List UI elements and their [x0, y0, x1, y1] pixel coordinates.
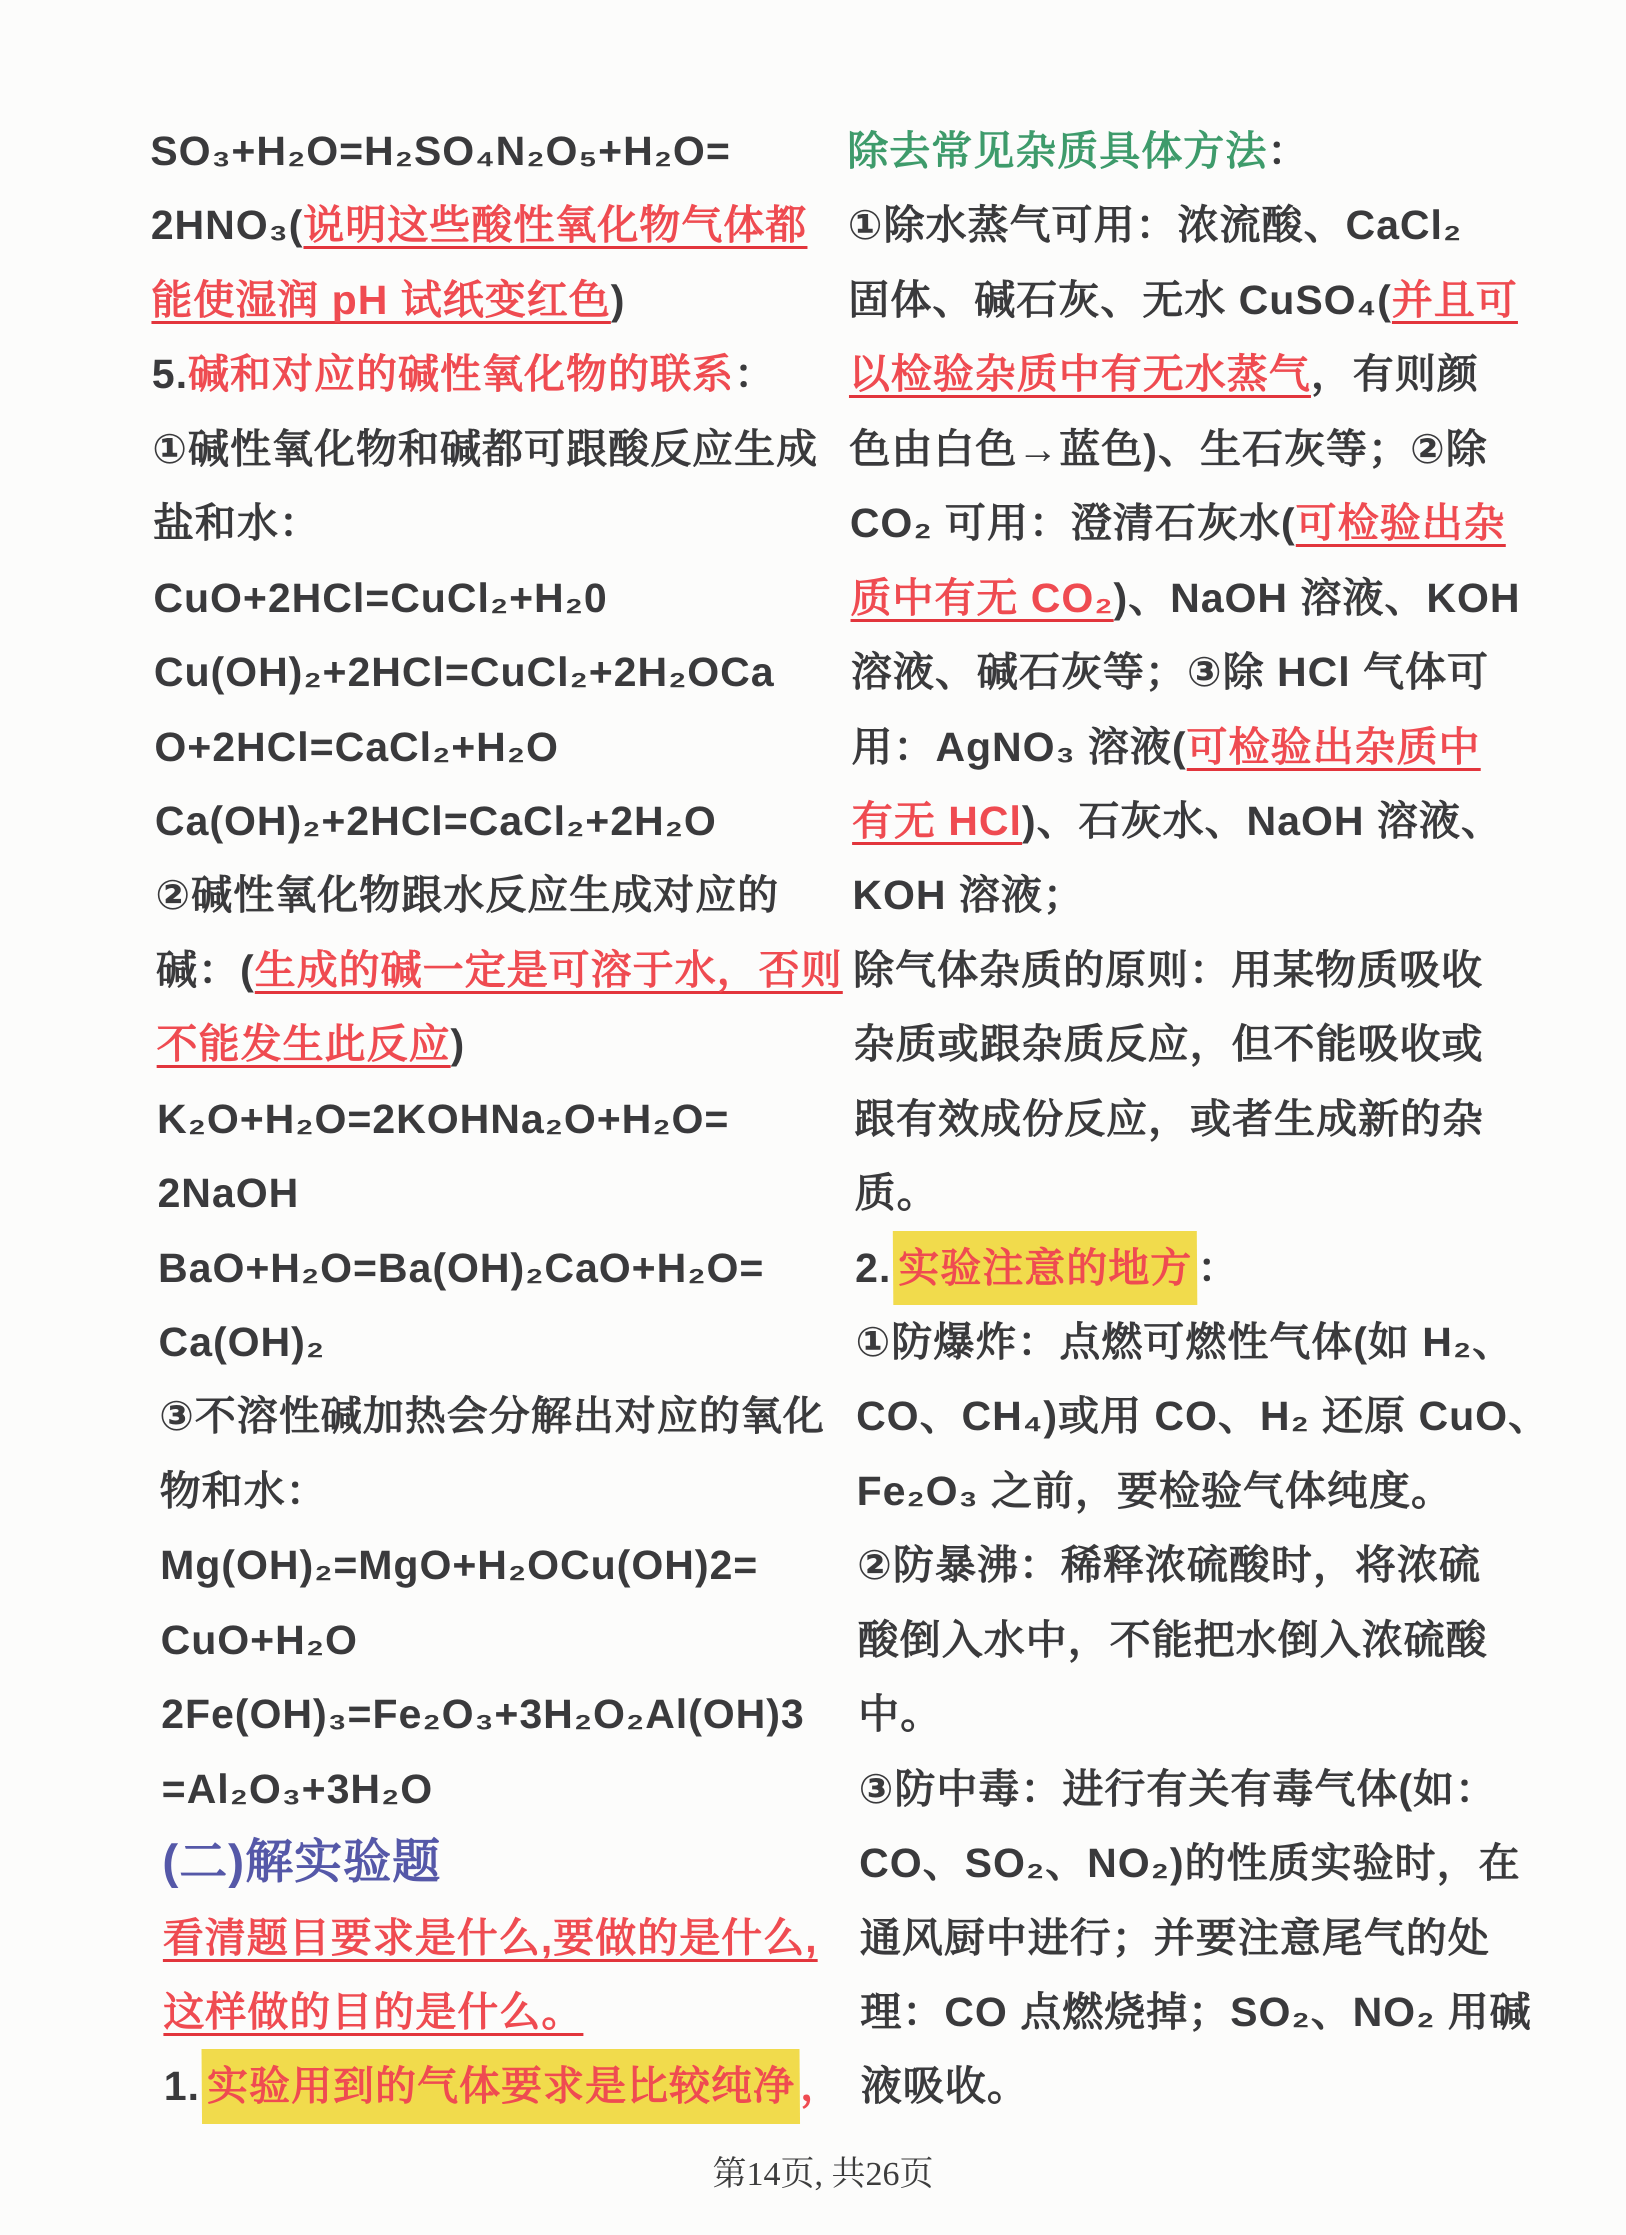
chemical-equation: K₂O+H₂O=2KOHNa₂O+H₂O= [156, 1095, 730, 1142]
body-text: 用：AgNO₃ 溶液( [851, 723, 1187, 770]
text-line [159, 1379, 850, 1453]
text-line [860, 1975, 1601, 2049]
text-line [849, 412, 1590, 486]
body-text: ①碱性氧化物和碱都可跟酸反应生成 [152, 425, 819, 472]
text-line [158, 1305, 849, 1379]
key-point-underlined: 能使湿润 pH 试纸变红色 [151, 276, 611, 323]
body-text: 理：CO 点燃烧掉；SO₂、NO₂ 用碱 [860, 1988, 1532, 2035]
right-column [847, 114, 1601, 2124]
body-text: ①防爆炸：点燃可燃性气体(如 H₂、 [855, 1319, 1515, 1365]
body-text: 酸倒入水中，不能把水倒入浓硫酸 [857, 1616, 1488, 1663]
text-line [163, 1975, 854, 2049]
text-line [160, 1603, 851, 1677]
text-line [157, 1156, 848, 1230]
text-line [851, 710, 1592, 784]
text-line [150, 114, 841, 188]
highlighted-key-point: 实验用到的气体要求是比较纯净 [202, 2049, 801, 2123]
highlighted-key-point: 实验注意的地方 [893, 1231, 1198, 1305]
body-text: CO、SO₂、NO₂)的性质实验时，在 [859, 1840, 1521, 1887]
text-line [154, 710, 845, 784]
list-number: 2. [854, 1244, 892, 1291]
chemical-equation: SO₃+H₂O=H₂SO₄N₂O₅+H₂O= [150, 128, 731, 174]
text-line [859, 1826, 1600, 1900]
key-point-underlined: 看清题目要求是什么,要做的是什么, [162, 1914, 818, 1961]
body-text: 色由白色→蓝色)、生石灰等；②除 [849, 425, 1488, 472]
body-text: 中。 [858, 1691, 943, 1738]
text-line [156, 1007, 847, 1081]
text-line [857, 1528, 1598, 1602]
text-line [854, 1156, 1595, 1230]
text-line [856, 1454, 1597, 1528]
chemical-equation: CuO+H₂O [160, 1616, 359, 1663]
chemical-equation: Ca(OH)₂+2HCl=CaCl₂+2H₂O [154, 797, 717, 844]
text-line [852, 784, 1593, 858]
text-line [858, 1752, 1599, 1826]
chemical-equation: Ca(OH)₂ [158, 1319, 326, 1365]
body-text: Fe₂O₃ 之前，要检验气体纯度。 [856, 1467, 1454, 1514]
text-line [848, 263, 1589, 337]
text-line [857, 1603, 1598, 1677]
body-text: 杂质或跟杂质反应，但不能吸收或 [853, 1021, 1484, 1068]
text-line [847, 114, 1588, 188]
body-text: KOH 溶液； [852, 872, 1086, 919]
chemical-equation: CuO+2HCl=CuCl₂+H₂0 [153, 574, 608, 621]
body-text: ②碱性氧化物跟水反应生成对应的 [155, 872, 780, 919]
body-text: 溶液、碱石灰等；③除 HCl 气体可 [850, 649, 1490, 696]
body-text: ②防暴沸：稀释浓硫酸时，将浓硫 [856, 1542, 1482, 1589]
chemical-equation: Cu(OH)₂+2HCl=CuCl₂+2H₂OCa [153, 649, 775, 696]
text-line [164, 2049, 855, 2123]
text-line [151, 188, 842, 262]
punctuation: ： [1197, 1244, 1240, 1291]
text-line [154, 635, 845, 709]
punctuation: ) [450, 1021, 466, 1068]
text-line [151, 263, 842, 337]
section-heading: 除去常见杂质具体方法 [847, 128, 1268, 174]
body-text: 固体、碱石灰、无水 CuSO₄( [848, 276, 1392, 323]
text-line [155, 784, 846, 858]
key-point-underlined: 以检验杂质中有无水蒸气 [848, 351, 1311, 398]
text-line [850, 561, 1591, 635]
body-text: 除气体杂质的原则：用某物质吸收 [852, 946, 1484, 993]
text-line [162, 1901, 853, 1975]
chemical-equation: 2Fe(OH)₃=Fe₂O₃+3H₂O₂Al(OH)3 [161, 1691, 805, 1738]
text-line [856, 1379, 1597, 1453]
text-line [848, 188, 1589, 262]
body-text: ，有则颜 [1310, 351, 1479, 398]
body-text: )、石灰水、NaOH 溶液、 [1021, 797, 1504, 844]
text-line [854, 1082, 1595, 1156]
key-point-underlined: 质中有无 CO₂ [850, 574, 1114, 621]
text-line [853, 933, 1594, 1007]
chemical-equation: 2NaOH [157, 1170, 300, 1217]
body-text: ①除水蒸气可用：浓流酸、CaCl₂ [847, 202, 1463, 249]
text-line [158, 1231, 849, 1305]
punctuation: ) [610, 276, 626, 323]
body-text: 物和水： [159, 1467, 328, 1514]
text-line [157, 1082, 848, 1156]
text-line [156, 933, 847, 1007]
key-point-heading: 碱和对应的碱性氧化物的联系 [187, 351, 735, 398]
text-line [155, 858, 846, 932]
body-text: CO₂ 可用：澄清石灰水( [849, 500, 1296, 547]
body-text: 碱：( [155, 946, 255, 993]
chemical-equation: BaO+H₂O=Ba(OH)₂CaO+H₂O= [157, 1244, 765, 1291]
current-page-number: 14 [746, 2156, 781, 2193]
total-pages-number: 26 [865, 2156, 900, 2193]
body-text: 质。 [854, 1170, 939, 1217]
section-heading: (二)解实验题 [162, 1836, 442, 1890]
text-line [152, 412, 843, 486]
chemical-equation: 2HNO₃( [150, 202, 304, 249]
page-footer [0, 2153, 1626, 2197]
text-line [858, 1677, 1599, 1751]
text-line [162, 1826, 853, 1900]
punctuation: ： [1267, 128, 1310, 174]
text-line [850, 486, 1591, 560]
chemical-equation: Mg(OH)₂=MgO+H₂OCu(OH)2= [159, 1542, 759, 1589]
body-text: CO、CH₄)或用 CO、H₂ 还原 CuO、 [855, 1393, 1551, 1440]
list-number: 1. [163, 2063, 201, 2110]
body-text: 盐和水： [152, 500, 322, 547]
body-text: )、NaOH 溶液、KOH [1113, 574, 1521, 621]
text-line [153, 486, 844, 560]
text-line [159, 1454, 850, 1528]
key-point-underlined: 说明这些酸性氧化物气体都 [303, 202, 808, 249]
text-line [851, 635, 1592, 709]
chemical-equation: =Al₂O₃+3H₂O [161, 1765, 434, 1812]
text-line [161, 1677, 852, 1751]
page-label-prefix: 第 [712, 2156, 747, 2193]
punctuation: ， [799, 2063, 843, 2110]
text-line [855, 1305, 1596, 1379]
text-line [855, 1231, 1596, 1305]
text-line [861, 2049, 1602, 2123]
text-line [859, 1901, 1600, 1975]
page-label-suffix: 页 [899, 2156, 934, 2193]
text-line [849, 337, 1590, 411]
list-number: 5. [151, 351, 189, 398]
left-column [150, 114, 854, 2124]
body-text: ③防中毒：进行有关有毒气体(如： [858, 1765, 1498, 1812]
text-line [853, 1007, 1594, 1081]
punctuation: ： [733, 351, 777, 398]
text-line [152, 337, 843, 411]
text-line [160, 1528, 851, 1602]
body-text: 液吸收。 [860, 2063, 1029, 2110]
body-text: 跟有效成份反应，或者生成新的杂 [853, 1095, 1485, 1142]
body-text: ③不溶性碱加热会分解出对应的氧化 [158, 1393, 825, 1440]
key-point-underlined: 可检验出杂质中 [1186, 723, 1481, 770]
key-point-underlined: 可检验出杂 [1295, 500, 1506, 547]
key-point-underlined: 生成的碱一定是可溶于水，否则 [254, 946, 843, 993]
text-line [852, 858, 1593, 932]
chemical-equation: O+2HCl=CaCl₂+H₂O [154, 723, 560, 770]
text-line [161, 1752, 852, 1826]
text-line [153, 561, 844, 635]
key-point-underlined: 这样做的目的是什么。 [163, 1988, 584, 2035]
key-point-underlined: 并且可 [1391, 276, 1518, 323]
body-text: 通风厨中进行；并要注意尾气的处 [859, 1914, 1490, 1961]
key-point-underlined: 不能发生此反应 [156, 1021, 451, 1068]
page-label-middle: 页, 共 [780, 2156, 866, 2193]
key-point-underlined: 有无 HCl [851, 797, 1023, 844]
